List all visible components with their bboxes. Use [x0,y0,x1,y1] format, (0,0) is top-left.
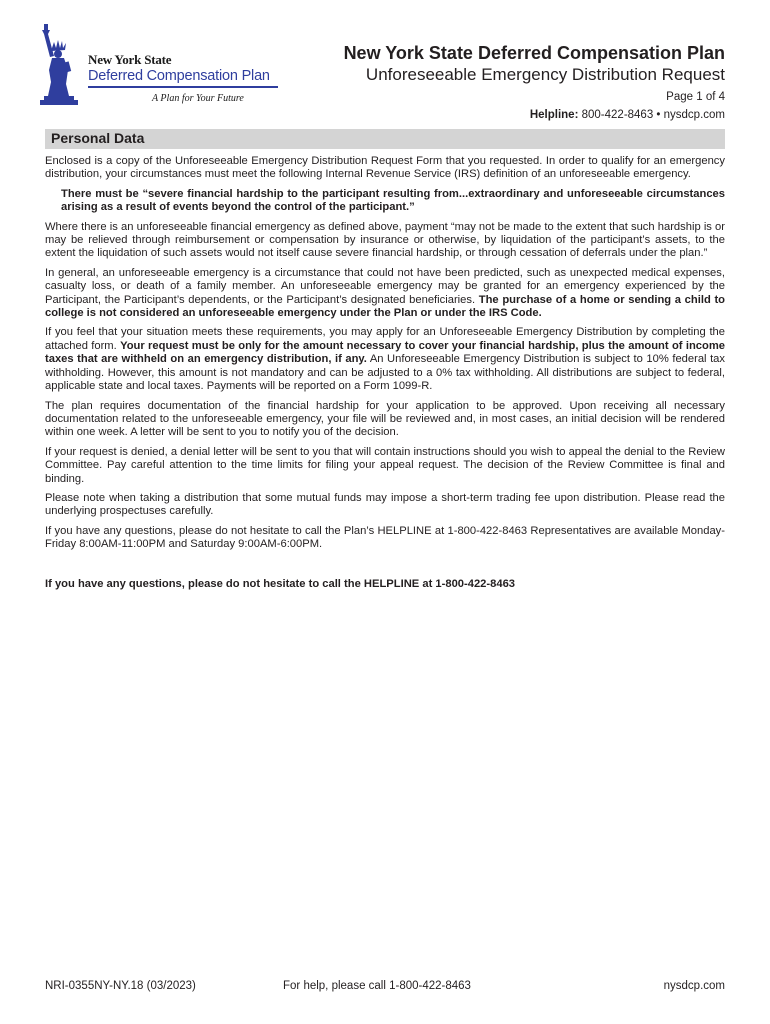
paragraph-denial: If your request is denied, a denial letter will be sent to you that will contain instructions should you wish to appeal the denial to the Review Committee. Pay careful attention to the time limits for filing your appeal request. The decision of the Review Committee is final and binding. [45,445,725,485]
paragraph-apply-tax: An Unforeseeable Emergency Distribution is subject to 10% federal tax withholding. However, this amount is not mandatory and can be adjusted to a 0% tax withholding. All distributions are subject to federal, applicable state and local taxes. Payments will be reported on a Form 1099-R. [45,353,725,393]
paragraph-general-text: In general, an unforeseeable emergency is a circumstance that could not have been predicted, such as unexpected medical expenses, casualty loss, or death of a family member. An unforeseeable emergency may be granted for an emergency experienced by the Participant, the Participant’s dependents, or the Participant’s designated beneficiaries. [45,266,725,306]
document-title: New York State Deferred Compensation Plan [343,43,725,63]
helpline-info [344,108,725,123]
statue-of-liberty-icon [38,22,86,106]
logo-plan-text: Deferred Compensation Plan [88,68,270,84]
page-number: Page 1 of 4 [666,91,725,103]
logo-state-text: New York State [88,52,172,67]
paragraph-apply-bold: Your request must be only for the amount necessary to cover your financial hardship, plus the amount of income taxes that are withheld on an emergency distribution, if any. [45,339,726,366]
footer-help: For help, please call 1-800-422-8463 [283,980,471,992]
paragraph-general [45,267,725,321]
paragraph-intro: Enclosed is a copy of the Unforeseeable Emergency Distribution Request Form that you requested. In order to qualify for an emergency distribution, your circumstances must meet the following Internal Revenue Service (IRS) definition of an unforeseeable emergency. [45,155,725,181]
plan-logo [38,22,278,106]
document-subtitle: Unforeseeable Emergency Distribution Request [365,65,725,84]
paragraph-helpline: If you have any questions, please do not hesitate to call the Plan’s HELPLINE at 1-800-422-8463 Representatives are available Monday-Friday 8:00AM-11:00PM and Saturday 9:00AM-6:00PM. [45,524,725,551]
section-header [45,129,725,149]
paragraph-apply-text: If you feel that your situation meets these requirements, you may apply for an Unforeseeable Emergency Distribution by completing the attached form. [45,326,725,352]
paragraph-payment-limits: Where there is an unforeseeable financial emergency as defined above, payment “may not be made to the extent that such hardship is or may be relieved through reimbursement or compensation by insurance or otherwise, by liquidation of the participant’s assets, to the extent the liquidation of such assets would not itself cause severe financial hardship, or through cessation of deferrals under the plan.” [45,220,725,260]
paragraph-apply [45,326,725,393]
irs-definition-quote: There must be “severe financial hardship to the participant resulting from...extraordinary and unforeseeable circumstances arising as a result of events beyond the control of the participant.” [61,187,725,214]
document-header [344,42,725,123]
section-title: Personal Data [51,130,145,146]
helpline-value: 800-422-8463 • nysdcp.com [581,109,725,121]
helpline-label: Helpline: [529,109,579,121]
paragraph-general-bold: The purchase of a home or sending a child to college is not considered an unforeseeable emergency under the Plan or under the IRS Code. [45,293,726,320]
document-body [45,155,725,597]
closing-helpline-note: If you have any questions, please do not hesitate to call the HELPLINE at 1-800-422-8463 [45,577,516,590]
footer-form-id: NRI-0355NY-NY.18 (03/2023) [45,980,196,992]
paragraph-documentation: The plan requires documentation of the financial hardship for your application to be approved. Upon receiving all necessary documentation related to the unforeseeable emergency, your file will be reviewed and, in most cases, an initial decision will be rendered within one week. A letter will be sent to you to notify you of the decision. [45,399,725,439]
footer-website: nysdcp.com [663,980,725,992]
logo-tagline: A Plan for Your Future [152,93,244,104]
paragraph-trading-fee: Please note when taking a distribution that some mutual funds may impose a short-term trading fee upon distribution. Please read the underlying prospectuses carefully. [45,491,725,518]
logo-rule [88,86,278,88]
